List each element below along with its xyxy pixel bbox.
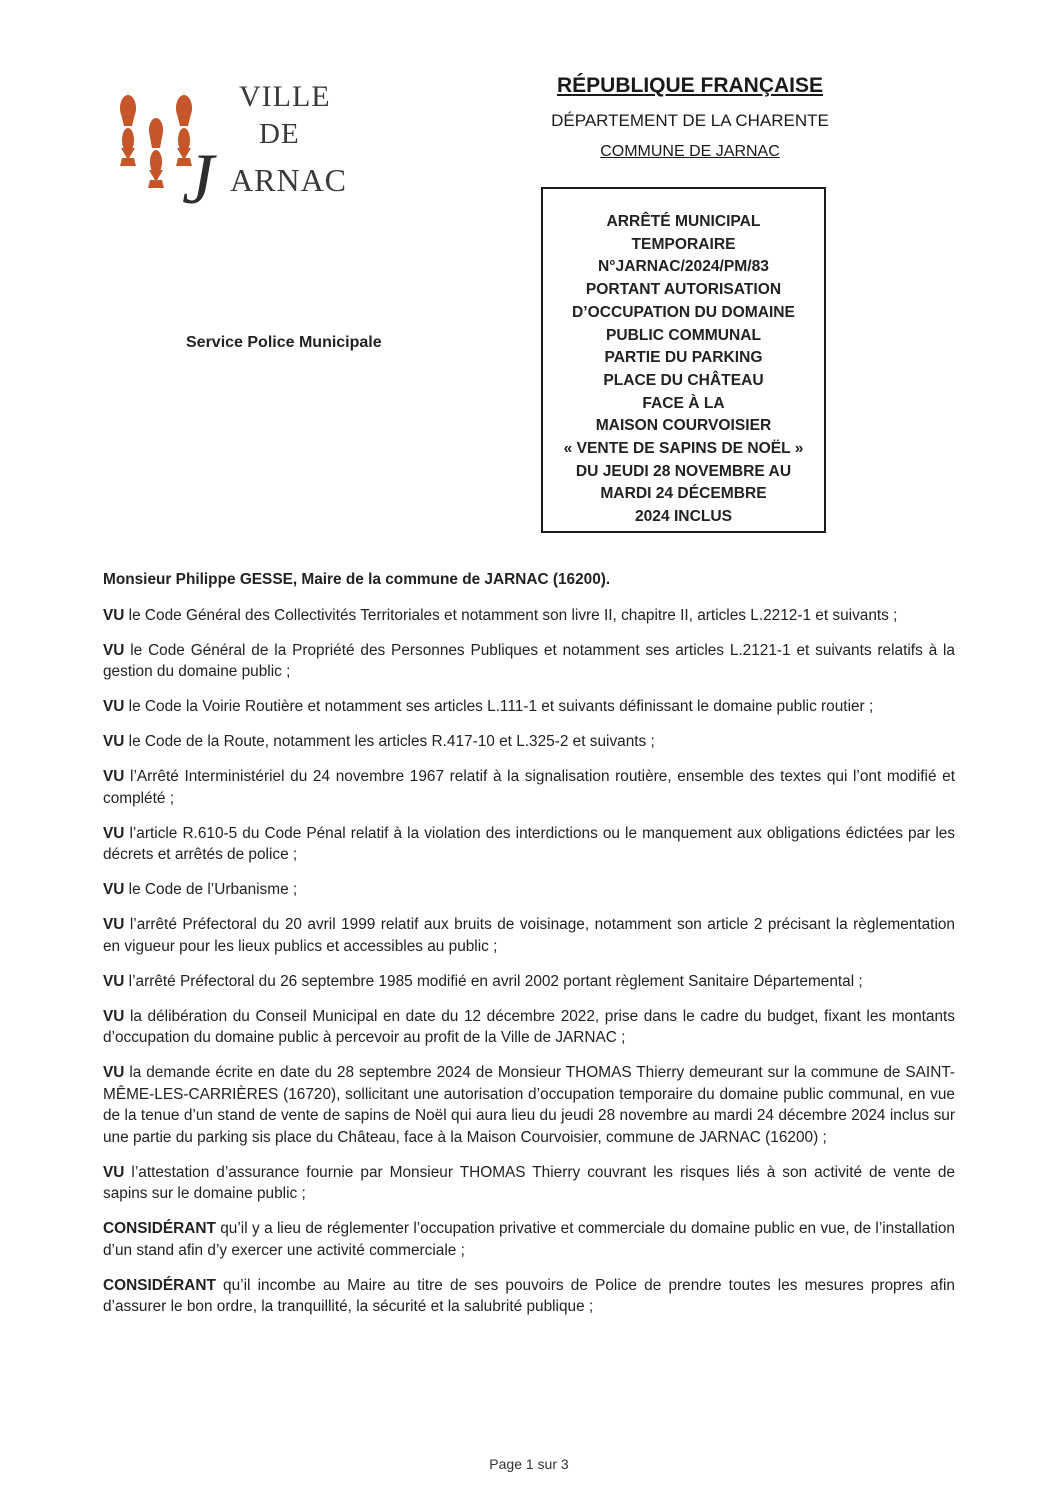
visa-paragraph <box>103 605 955 627</box>
title-line: « VENTE DE SAPINS DE NOËL » <box>563 440 804 458</box>
title-line: MARDI 24 DÉCEMBRE <box>600 485 767 503</box>
visa-text: la délibération du Conseil Municipal en date du 12 décembre 2022, prise dans le cadre du budget, fixant les montants d’occupation du domaine public à percevoir au profit de la Ville de JARNAC ; <box>103 1007 955 1046</box>
service-label: Service Police Municipale <box>186 334 382 351</box>
visa-text: la demande écrite en date du 28 septembre 2024 de Monsieur THOMAS Thierry demeurant sur la commune de SAINT-MÊME-LES-CARRIÈRES (16720), sollicitant une autorisation d’occupation temporaire du domaine public communal, en vue de la tenue d’un stand de vente de sapins de Noël qui aura lieu du jeudi 28 novembre au mardi 24 décembre 2024 inclus sur une partie du parking sis place du Château, face à la Maison Courvoisier, commune de JARNAC (16200) ; <box>103 1064 955 1146</box>
visa-keyword: VU <box>103 768 125 785</box>
visa-text: le Code de l’Urbanisme ; <box>124 881 298 898</box>
visa-paragraph <box>103 1062 955 1148</box>
page-number: Page 1 sur 3 <box>489 1456 569 1472</box>
considerant-paragraph <box>103 1275 955 1318</box>
visa-paragraph <box>103 731 955 753</box>
visa-text: le Code Général des Collectivités Territoriales et notamment son livre II, chapitre II, articles L.2212-1 et suivants ; <box>124 606 898 624</box>
visa-text: l’Arrêté Interministériel du 24 novembre 1967 relatif à la signalisation routière, ensemble des textes qui l’ont modifié et complété ; <box>103 768 955 807</box>
considerant-keyword: CONSIDÉRANT <box>103 1220 216 1237</box>
title-line: PUBLIC COMMUNAL <box>605 326 762 344</box>
visa-text: le Code la Voirie Routière et notamment ses articles L.111-1 et suivants définissant le domaine public routier ; <box>124 698 874 715</box>
title-line: 2024 INCLUS <box>634 508 733 526</box>
document-body <box>103 569 955 1331</box>
logo-j-initial: J <box>182 139 215 219</box>
arrete-title-box <box>541 187 826 533</box>
visa-text: l’arrêté Préfectoral du 20 avril 1999 relatif aux bruits de voisinage, notamment son article 2 précisant la règlementation en vigueur pour les lieux publics et accessibles au public ; <box>103 916 955 955</box>
title-line: FACE À LA <box>642 394 725 412</box>
visa-text: l’arrêté Préfectoral du 26 septembre 1985 modifié en avril 2002 portant règlement Sanitaire Départemental ; <box>124 972 863 990</box>
visa-keyword: VU <box>103 916 125 933</box>
visa-keyword: VU <box>103 733 125 750</box>
logo-ville: VILLE <box>239 80 331 113</box>
title-line: MAISON COURVOISIER <box>595 417 772 435</box>
visa-paragraph <box>103 696 955 718</box>
logo-de: DE <box>259 118 300 150</box>
visa-keyword: VU <box>103 881 125 898</box>
considerant-paragraph <box>103 1218 955 1261</box>
visa-text: l’attestation d’assurance fournie par Monsieur THOMAS Thierry couvrant les risques liés à son activité de vente de sapins sur le domaine public ; <box>103 1163 955 1202</box>
visa-paragraph <box>103 640 955 683</box>
considerant-text: qu’il incombe au Maire au titre de ses pouvoirs de Police de prendre toutes les mesures propres afin d’assurer le bon ordre, la tranquillité, la sécurité et la salubrité publique ; <box>103 1276 955 1315</box>
maire-line: Monsieur Philippe GESSE, Maire de la commune de JARNAC (16200). <box>103 571 611 588</box>
logo-arnac: ARNAC <box>230 162 348 198</box>
republique-heading: RÉPUBLIQUE FRANÇAISE <box>556 74 824 97</box>
visa-paragraph <box>103 971 955 993</box>
title-line: TEMPORAIRE <box>631 235 736 253</box>
visa-paragraph <box>103 1006 955 1049</box>
title-line: DU JEUDI 28 NOVEMBRE AU <box>575 462 792 480</box>
title-line: PORTANT AUTORISATION <box>585 281 782 299</box>
jarnac-logo <box>112 80 382 230</box>
visa-keyword: VU <box>103 1163 125 1181</box>
visa-keyword: VU <box>103 824 125 842</box>
visa-text: le Code de la Route, notamment les articles R.417-10 et L.325-2 et suivants ; <box>124 733 655 750</box>
title-line: D’OCCUPATION DU DOMAINE <box>572 303 795 321</box>
title-line: PARTIE DU PARKING <box>604 349 763 367</box>
visa-keyword: VU <box>103 606 125 624</box>
title-line: PLACE DU CHÂTEAU <box>603 371 764 389</box>
considerant-text: qu’il y a lieu de réglementer l’occupation privative et commerciale du domaine public en vue, de l’installation d’un stand afin d’y exercer une activité commerciale ; <box>103 1220 955 1259</box>
visa-text: l’article R.610-5 du Code Pénal relatif à la violation des interdictions ou le manquement aux obligations édictées par les décrets et arrêtés de police ; <box>103 824 955 863</box>
visa-paragraph <box>103 1162 955 1205</box>
visa-text: le Code Général de la Propriété des Personnes Publiques et notamment ses articles L.2121-1 et suivants relatifs à la gestion du domaine public ; <box>103 641 955 680</box>
visa-paragraph <box>103 879 955 901</box>
visa-keyword: VU <box>103 1064 125 1081</box>
visa-keyword: VU <box>103 641 125 659</box>
visa-paragraph <box>103 914 955 957</box>
visa-keyword: VU <box>103 698 125 715</box>
title-line: N°JARNAC/2024/PM/83 <box>598 258 769 276</box>
title-line: ARRÊTÉ MUNICIPAL <box>606 213 761 230</box>
visa-paragraph <box>103 766 955 809</box>
visa-paragraph <box>103 823 955 866</box>
considerant-keyword: CONSIDÉRANT <box>103 1276 216 1294</box>
departement-heading: DÉPARTEMENT DE LA CHARENTE <box>551 111 829 130</box>
commune-heading: COMMUNE DE JARNAC <box>600 143 780 160</box>
visa-keyword: VU <box>103 972 125 990</box>
visa-keyword: VU <box>103 1007 125 1025</box>
